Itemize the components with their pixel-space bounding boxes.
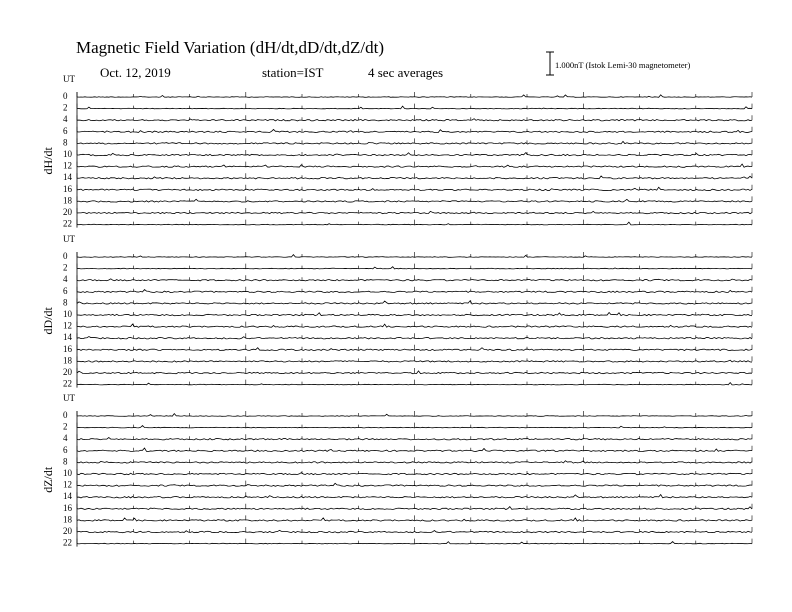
row-ticks — [77, 469, 752, 474]
row-ticks — [77, 275, 752, 280]
panel-dZ-dt — [41, 393, 752, 548]
row-label-14: 14 — [63, 172, 72, 183]
row-ticks — [77, 115, 752, 120]
row-label-8: 8 — [63, 137, 68, 148]
row-ticks — [77, 457, 752, 462]
row-ticks — [77, 504, 752, 509]
row-label-14: 14 — [63, 491, 72, 502]
row-label-14: 14 — [63, 332, 72, 343]
row-label-20: 20 — [63, 207, 72, 217]
row-label-18: 18 — [63, 355, 72, 366]
panel-dH-dt — [41, 74, 752, 229]
row-ticks — [77, 127, 752, 132]
row-label-18: 18 — [63, 514, 72, 525]
row-label-10: 10 — [63, 149, 72, 159]
scale-bar — [546, 52, 554, 75]
row-label-12: 12 — [63, 160, 72, 171]
row-ticks — [77, 539, 752, 544]
row-label-0: 0 — [63, 91, 68, 101]
row-ticks — [77, 423, 752, 428]
row-ticks — [77, 92, 752, 97]
station-label: station=IST — [262, 65, 324, 80]
row-ticks — [77, 481, 752, 486]
row-label-6: 6 — [63, 285, 68, 296]
time-axis-label: UT — [63, 393, 75, 403]
row-label-12: 12 — [63, 320, 72, 331]
y-axis-label: dZ/dt — [41, 466, 55, 493]
row-label-16: 16 — [63, 502, 72, 513]
row-ticks — [77, 356, 752, 361]
row-label-22: 22 — [63, 218, 72, 229]
row-label-6: 6 — [63, 444, 68, 455]
row-label-2: 2 — [63, 262, 68, 273]
row-label-12: 12 — [63, 479, 72, 490]
row-ticks — [77, 264, 752, 269]
row-label-16: 16 — [63, 343, 72, 354]
row-label-10: 10 — [63, 309, 72, 319]
row-label-20: 20 — [63, 367, 72, 377]
row-ticks — [77, 173, 752, 178]
row-label-16: 16 — [63, 183, 72, 194]
row-ticks — [77, 380, 752, 385]
averaging-label: 4 sec averages — [368, 65, 444, 80]
row-label-20: 20 — [63, 526, 72, 536]
row-ticks — [77, 220, 752, 225]
row-label-0: 0 — [63, 251, 68, 261]
row-ticks — [77, 310, 752, 315]
row-ticks — [77, 104, 752, 109]
row-label-22: 22 — [63, 378, 72, 389]
row-label-0: 0 — [63, 410, 68, 420]
row-label-22: 22 — [63, 537, 72, 548]
row-label-8: 8 — [63, 297, 68, 308]
y-axis-label: dD/dt — [41, 307, 55, 335]
row-ticks — [77, 252, 752, 257]
row-label-8: 8 — [63, 456, 68, 467]
row-label-4: 4 — [63, 433, 68, 444]
row-label-2: 2 — [63, 421, 68, 432]
y-axis-label: dH/dt — [41, 147, 55, 175]
row-label-4: 4 — [63, 274, 68, 285]
row-ticks — [77, 411, 752, 416]
chart-title: Magnetic Field Variation (dH/dt,dD/dt,dZ/dt) — [76, 38, 385, 57]
row-label-10: 10 — [63, 468, 72, 478]
date-label: Oct. 12, 2019 — [100, 65, 171, 80]
panel-dD-dt — [41, 234, 752, 389]
row-ticks — [77, 287, 752, 292]
row-label-6: 6 — [63, 125, 68, 136]
time-axis-label: UT — [63, 234, 75, 244]
row-label-4: 4 — [63, 114, 68, 125]
time-axis-label: UT — [63, 74, 75, 84]
row-label-18: 18 — [63, 195, 72, 206]
row-label-2: 2 — [63, 102, 68, 113]
scale-bar-label: 1.000nT (Istok Lemi-30 magnetometer) — [555, 60, 691, 70]
